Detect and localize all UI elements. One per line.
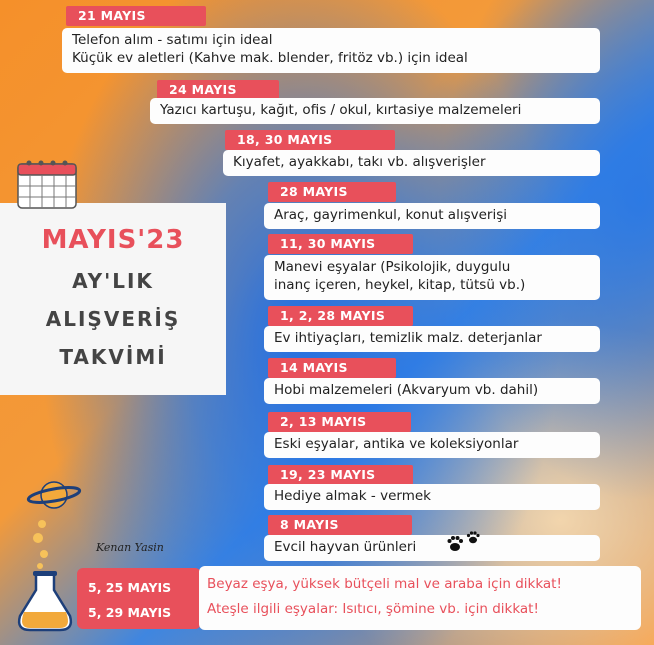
paw-print-icon [446, 530, 482, 556]
title-card [0, 203, 226, 395]
warning-dates [77, 568, 201, 629]
entry-text: Yazıcı kartuşu, kağıt, ofis / okul, kırtasiye malzemeleri [160, 102, 522, 118]
date-tag-9: 19, 23 MAYIS [268, 465, 413, 485]
warning-date-2: 5, 29 MAYIS [88, 605, 172, 620]
warning-date-1: 5, 25 MAYIS [88, 580, 172, 595]
date-tag-3: 18, 30 MAYIS [225, 130, 395, 150]
entry-box-4 [264, 203, 600, 229]
title-main: MAYIS'23 [41, 225, 185, 255]
entry-box-1 [62, 28, 600, 73]
entry-box-3 [223, 150, 600, 176]
entry-text: Hediye almak - vermek [274, 488, 431, 504]
date-tag-5: 11, 30 MAYIS [268, 234, 413, 254]
entry-text: Araç, gayrimenkul, konut alışverişi [274, 207, 507, 223]
date-tag-6: 1, 2, 28 MAYIS [268, 306, 413, 326]
entry-text: Kıyafet, ayakkabı, takı vb. alışverişler [233, 154, 486, 170]
entry-text: Ev ihtiyaçları, temizlik malz. deterjanlar [274, 330, 542, 346]
entry-text: Manevi eşyalar (Psikolojik, duygulu [274, 259, 511, 275]
entry-box-8 [264, 432, 600, 458]
title-line-2: ALIŞVERİŞ [45, 307, 181, 331]
entry-box-7 [264, 378, 600, 404]
entry-text: inanç içeren, heykel, kitap, tütsü vb.) [274, 277, 526, 293]
title-line-3: TAKVİMİ [59, 345, 167, 369]
entry-box-6 [264, 326, 600, 352]
entry-text: Telefon alım - satımı için ideal [72, 32, 273, 48]
flask-icon [14, 516, 76, 634]
entry-box-2 [150, 98, 600, 124]
date-tag-4: 28 MAYIS [268, 182, 396, 202]
entry-text: Evcil hayvan ürünleri [274, 539, 417, 555]
signature: Kenan Yasin [96, 541, 164, 554]
warning-box [199, 566, 641, 630]
entry-text: Eski eşyalar, antika ve koleksiyonlar [274, 436, 519, 452]
entry-text: Hobi malzemeleri (Akvaryum vb. dahil) [274, 382, 539, 398]
date-tag-8: 2, 13 MAYIS [268, 412, 411, 432]
date-tag-10: 8 MAYIS [268, 515, 412, 535]
calendar-icon [15, 158, 83, 212]
entry-box-10 [264, 535, 600, 561]
planet-icon [24, 470, 84, 522]
date-tag-1: 21 MAYIS [66, 6, 206, 26]
entry-text: Küçük ev aletleri (Kahve mak. blender, fritöz vb.) için ideal [72, 50, 468, 66]
entry-box-5 [264, 255, 600, 300]
entry-box-9 [264, 484, 600, 510]
title-line-1: AY'LIK [72, 269, 154, 293]
warning-text-1: Beyaz eşya, yüksek bütçeli mal ve araba için dikkat! [207, 576, 562, 592]
warning-text-2: Ateşle ilgili eşyalar: Isıtıcı, şömine vb. için dikkat! [207, 601, 539, 617]
date-tag-7: 14 MAYIS [268, 358, 396, 378]
date-tag-2: 24 MAYIS [157, 80, 279, 100]
